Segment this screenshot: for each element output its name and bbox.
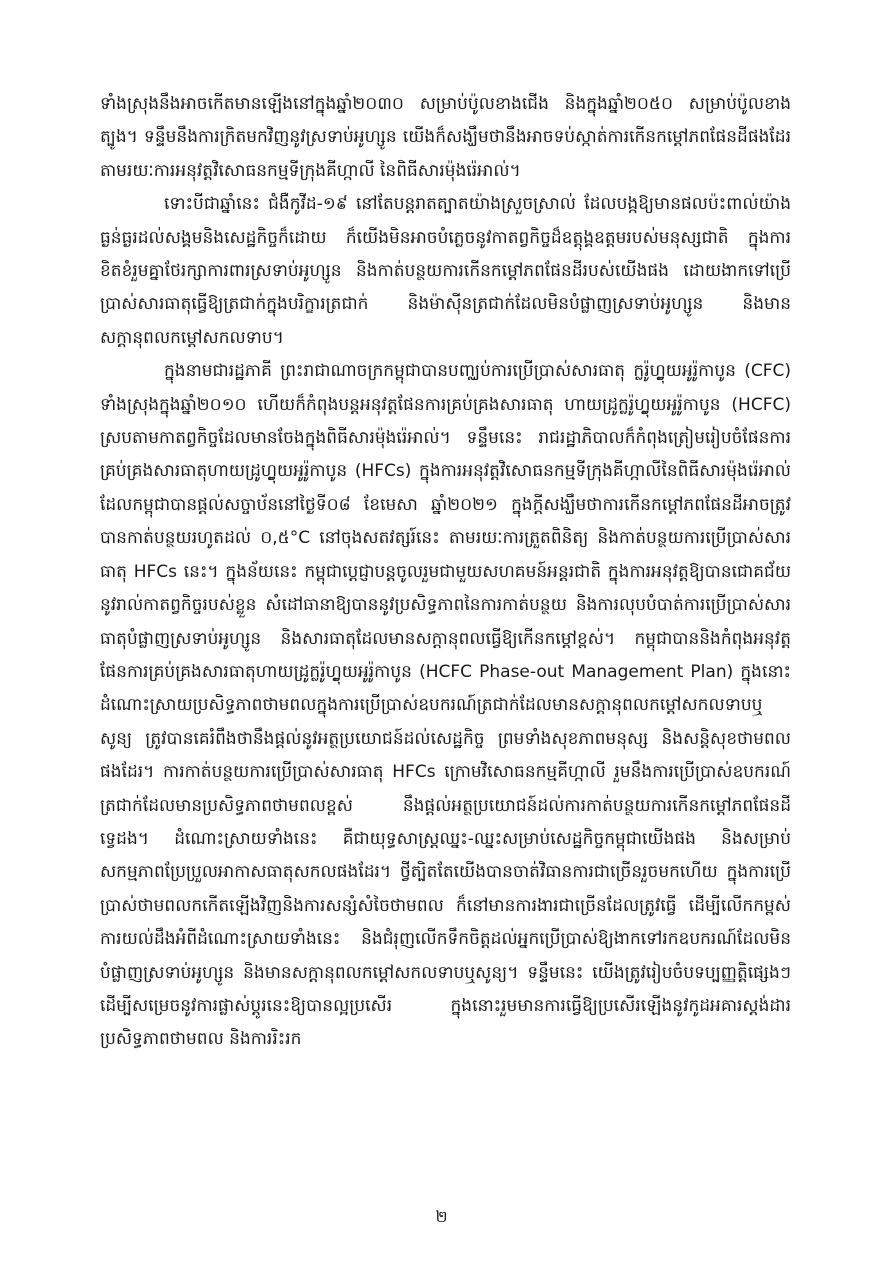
paragraph-continuation: ទាំងស្រុងនឹងអាចកើតមានឡើងនៅក្នុងឆ្នាំ២០៣០ សម្រាប់ប៉ូលខាងជើង និងក្នុងឆ្នាំ២០៥០ សម្រាប់ប៉ូលខាងត្បូង។ ទន្ទឹមនឹងការក្រិតមកវិញនូវស្រទាប់អូហ្សូន យើងក៏សង្ឃឹមថានឹងអាចទប់ស្កាត់ការកើនកម្តៅភពផែនដីផងដែរ តាមរយៈការអនុវត្តវិសោធនកម្មទីក្រុងគីហ្កាលី នៃពិធីសារម៉ុងរ៉េអាល់។ — [100, 94, 791, 181]
page-number: ២ — [435, 1207, 448, 1226]
paragraph-covid: ទោះបីជាឆ្នាំនេះ ជំងឺកូវីដ-១៩ នៅតែបន្តរាតត្បាតយ៉ាងស្រួចស្រាល់ ដែលបង្កឱ្យមានផលប៉ះពាល់យ៉ាងធ្ងន់ធ្ងរដល់សង្គមនិងសេដ្ឋកិច្ចក៏ដោយ ក៏យើងមិនអាចបំភ្លេចនូវកាតព្វកិច្ចដ៏ឧត្តុង្គឧត្តមរបស់មនុស្សជាតិ ក្នុងការខិតខំរួមគ្នាថែរក្សាការពារស្រទាប់អូហ្សូន និងកាត់បន្ថយការកើនកម្តៅភពផែនដីរបស់យើងផង ដោយងាកទៅប្រើប្រាស់សារធាតុធ្វើឱ្យត្រជាក់ក្នុងបរិក្ខារត្រជាក់ និងម៉ាស៊ីនត្រជាក់ដែលមិនបំផ្លាញស្រទាប់អូហ្សូន និងមានសក្តានុពលកម្តៅសកលទាប។ — [100, 194, 791, 348]
paragraph-cambodia-commitment: ក្នុងនាមជារដ្ឋភាគី ព្រះរាជាណាចក្រកម្ពុជាបានបញ្ឈប់ការប្រើប្រាស់សារធាតុ ក្លរ៉ូហ្វ្លុយអូរ៉ូកាបូន (CFC) ទាំងស្រុងក្នុងឆ្នាំ២០១០ ហើយក៏កំពុងបន្តអនុវត្តផែនការគ្រប់គ្រងសារធាតុ ហាយដ្រូក្លរ៉ូហ្វ្លុយអូរ៉ូកាបូន (HCFC) ស្របតាមកាតព្វកិច្ចដែលមានចែងក្នុងពិធីសារម៉ុងរ៉េអាល់។ ទន្ទឹមនេះ រាជរដ្ឋាភិបាលក៏កំពុងត្រៀមរៀបចំផែនការគ្រប់គ្រងសារធាតុហាយដ្រូហ្វ្លុយអូរ៉ូកាបូន (HFCs) ក្នុងការអនុវត្តវិសោធនកម្មទីក្រុងគីហ្កាលីនៃពិធីសារម៉ុងរ៉េអាល់ ដែលកម្ពុជាបានផ្តល់សច្ចាប័ននៅថ្ងៃទី០៨ ខែមេសា ឆ្នាំ២០២១ ក្នុងក្តីសង្ឃឹមថាការកើនកម្តៅភពផែនដីអាចត្រូវបានកាត់បន្ថយរហូតដល់ ០,៥°C នៅចុងសតវត្សរ៍នេះ តាមរយៈការត្រួតពិនិត្យ និងកាត់បន្ថយការប្រើប្រាស់សារធាតុ HFCs នេះ។ ក្នុងន័យនេះ កម្ពុជាប្តេជ្ញាបន្តចូលរួមជាមួយសហគមន៍អន្តរជាតិ ក្នុងការអនុវត្តឱ្យបានជោគជ័យនូវរាល់កាតព្វកិច្ចរបស់ខ្លួន សំដៅធានាឱ្យបាននូវប្រសិទ្ធភាពនៃការកាត់បន្ថយ និងការលុបបំបាត់ការប្រើប្រាស់សារធាតុបំផ្លាញស្រទាប់អូហ្សូន និងសារធាតុដែលមានសក្តានុពលធ្វើឱ្យកើនកម្តៅខ្ពស់។ កម្ពុជាបាននិងកំពុងអនុវត្តផែនការគ្រប់គ្រងសារធាតុហាយដ្រូក្លរ៉ូហ្វ្លុយអូរ៉ូកាបូន (HCFC Phase-out Management Plan) ក្នុងនោះដំណោះស្រាយប្រសិទ្ធភាពថាមពលក្នុងការប្រើប្រាស់ឧបករណ៍ត្រជាក់ដែលមានសក្តានុពលកម្តៅសកលទាបឬសូន្យ ត្រូវបានគេរំពឹងថានឹងផ្តល់នូវអត្ថប្រយោជន៍ដល់សេដ្ឋកិច្ច ព្រមទាំងសុខភាពមនុស្ស និងសន្តិសុខថាមពលផងដែរ។ ការកាត់បន្ថយការប្រើប្រាស់សារធាតុ HFCs ក្រោមវិសោធនកម្មគីហ្កាលី រួមនឹងការប្រើប្រាស់ឧបករណ៍ត្រជាក់ដែលមានប្រសិទ្ធភាពថាមពលខ្ពស់ នឹងផ្តល់អត្ថប្រយោជន៍ដល់ការកាត់បន្ថយការកើនកម្តៅភពផែនដីទ្វេដង។ ដំណោះស្រាយទាំងនេះ គឺជាយុទ្ធសាស្ត្រឈ្នះ-ឈ្នះសម្រាប់សេដ្ឋកិច្ចកម្ពុជាយើងផង និងសម្រាប់សកម្មភាពប្រែប្រួលអាកាសធាតុសកលផងដែរ។ ថ្វីត្បិតតែយើងបានចាត់វិធានការជាច្រើនរួចមកហើយ ក្នុងការប្រើប្រាស់ថាមពលកកើតឡើងវិញនិងការសន្សំសំចៃថាមពល ក៏នៅមានការងារជាច្រើនដែលត្រូវធ្វើ ដើម្បីលើកកម្ពស់ការយល់ដឹងអំពីដំណោះស្រាយទាំងនេះ និងជំរុញលើកទឹកចិត្តដល់អ្នកប្រើប្រាស់ឱ្យងាកទៅរកឧបករណ៍ដែលមិនបំផ្លាញស្រទាប់អូហ្សូន និងមានសក្តានុពលកម្តៅសកលទាបឬសូន្យ។ ទន្ទឹមនេះ យើងត្រូវរៀបចំបទប្បញ្ញត្តិផ្សេងៗដើម្បីសម្រេចនូវការផ្លាស់ប្តូរនេះឱ្យបានល្អប្រសើរ ក្នុងនោះរួមមានការធ្វើឱ្យប្រសើរឡើងនូវកូដអគារស្តង់ដារប្រសិទ្ធភាពថាមពល និងការរិះរក — [100, 361, 791, 1050]
